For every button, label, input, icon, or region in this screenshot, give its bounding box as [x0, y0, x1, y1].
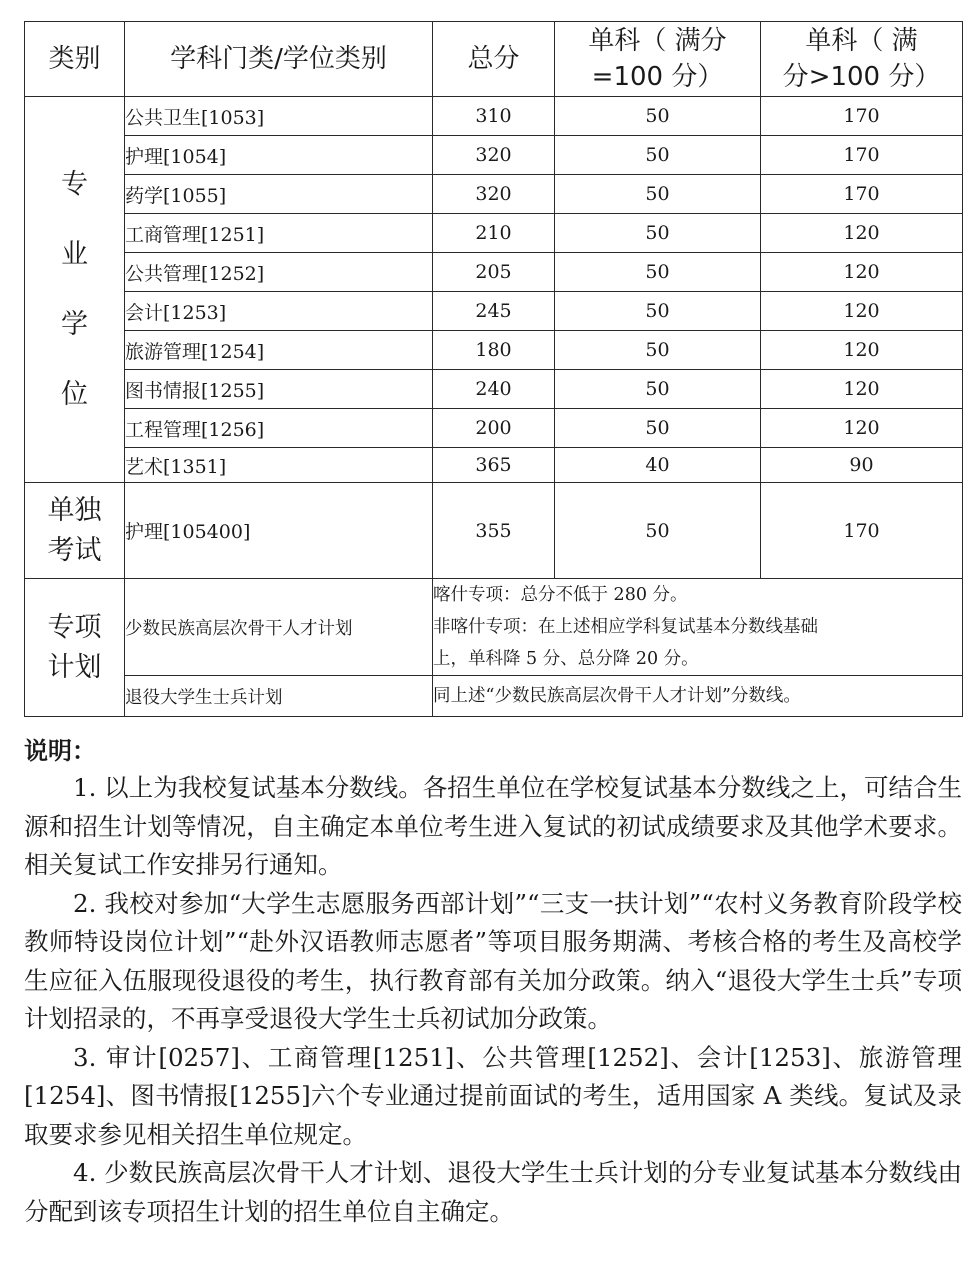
row-single-100: 50 [555, 409, 761, 448]
row-name: 药学[1055] [125, 175, 433, 214]
row-total: 365 [433, 448, 555, 483]
desc-line: 上，单科降 5 分、总分降 20 分。 [433, 649, 699, 669]
row-total: 180 [433, 331, 555, 370]
header-discipline: 学科门类/学位类别 [125, 22, 433, 97]
row-single-over: 170 [761, 175, 963, 214]
category-char: 位 [61, 378, 88, 410]
category-char: 专 [61, 168, 88, 200]
row-name: 工商管理[1251] [125, 214, 433, 253]
table-row [25, 483, 963, 579]
header-single-100 [555, 22, 761, 97]
row-single-100: 50 [555, 253, 761, 292]
table-row [25, 214, 963, 253]
header-single-100-line2: =100 分） [591, 62, 724, 92]
notes-heading: 说明： [24, 737, 96, 765]
desc-line: 同上述“少数民族高层次骨干人才计划”分数线。 [433, 686, 801, 706]
row-single-over: 120 [761, 331, 963, 370]
table-row [25, 292, 963, 331]
row-single-100: 40 [555, 448, 761, 483]
row-single-100: 50 [555, 370, 761, 409]
row-single-over: 170 [761, 483, 963, 579]
row-single-100: 50 [555, 97, 761, 136]
row-single-100: 50 [555, 136, 761, 175]
row-name: 艺术[1351] [125, 448, 433, 483]
row-total: 200 [433, 409, 555, 448]
row-single-100: 50 [555, 214, 761, 253]
row-name: 工程管理[1256] [125, 409, 433, 448]
special-plan-name: 退役大学生士兵计划 [125, 676, 433, 717]
note-item: 4. 少数民族高层次骨干人才计划、退役大学生士兵计划的分专业复试基本分数线由分配到该专项招生计划的招生单位自主确定。 [24, 1158, 962, 1226]
row-single-over: 120 [761, 409, 963, 448]
table-row [25, 175, 963, 214]
row-total: 310 [433, 97, 555, 136]
category-professional [25, 97, 125, 483]
table-row [25, 579, 963, 676]
desc-line: 喀什专项：总分不低于 280 分。 [433, 585, 688, 605]
row-name: 公共卫生[1053] [125, 97, 433, 136]
header-single-over-line1: 单科（ 满 [805, 26, 918, 56]
category-line: 考试 [47, 534, 102, 566]
row-total: 210 [433, 214, 555, 253]
row-name: 图书情报[1255] [125, 370, 433, 409]
row-single-over: 120 [761, 370, 963, 409]
row-name: 护理[105400] [125, 483, 433, 579]
category-char: 学 [61, 308, 88, 340]
row-name: 旅游管理[1254] [125, 331, 433, 370]
category-special [25, 579, 125, 717]
table-row [25, 136, 963, 175]
row-single-100: 50 [555, 175, 761, 214]
row-total: 320 [433, 175, 555, 214]
notes-section [24, 733, 962, 1231]
category-line: 单独 [47, 494, 102, 526]
table-row [25, 370, 963, 409]
note-item: 3. 审计[0257]、工商管理[1251]、公共管理[1252]、会计[1253]、旅游管理[1254]、图书情报[1255]六个专业通过提前面试的考生，适用国家 A 类线。复试及录取要求参见相关招生单位规定。 [24, 1042, 962, 1149]
row-total: 205 [433, 253, 555, 292]
note-item: 1. 以上为我校复试基本分数线。各招生单位在学校复试基本分数线之上，可结合生源和招生计划等情况，自主确定本单位考生进入复试的初试成绩要求及其他学术要求。相关复试工作安排另行通知。 [24, 773, 962, 879]
row-single-100: 50 [555, 292, 761, 331]
table-row [25, 676, 963, 717]
header-single-100-line1: 单科（ 满分 [588, 26, 727, 56]
row-name: 公共管理[1252] [125, 253, 433, 292]
row-name: 护理[1054] [125, 136, 433, 175]
row-single-over: 170 [761, 97, 963, 136]
category-line: 专项 [47, 611, 102, 643]
row-single-over: 120 [761, 253, 963, 292]
row-single-over: 90 [761, 448, 963, 483]
header-row [25, 22, 963, 97]
header-single-over-100 [761, 22, 963, 97]
category-independent [25, 483, 125, 579]
table-row [25, 97, 963, 136]
row-single-over: 170 [761, 136, 963, 175]
row-single-over: 120 [761, 292, 963, 331]
row-total: 355 [433, 483, 555, 579]
table-row [25, 331, 963, 370]
row-single-over: 120 [761, 214, 963, 253]
note-item: 2. 我校对参加“大学生志愿服务西部计划”“三支一扶计划”“农村义务教育阶段学校教师特设岗位计划”“赴外汉语教师志愿者”等项目服务期满、考核合格的考生及高校学生应征入伍服现役退役的考生，执行教育部有关加分政策。纳入“退役大学生士兵”专项计划招录的，不再享受退役大学生士兵初试加分政策。 [24, 888, 962, 1033]
row-single-100: 50 [555, 331, 761, 370]
table-row [25, 253, 963, 292]
header-category: 类别 [25, 22, 125, 97]
row-total: 245 [433, 292, 555, 331]
table-row [25, 409, 963, 448]
table-row [25, 448, 963, 483]
row-total: 240 [433, 370, 555, 409]
special-plan-name: 少数民族高层次骨干人才计划 [125, 579, 433, 676]
row-single-100: 50 [555, 483, 761, 579]
header-total: 总分 [433, 22, 555, 97]
category-line: 计划 [47, 651, 102, 683]
row-total: 320 [433, 136, 555, 175]
header-single-over-line2: 分>100 分） [782, 62, 941, 92]
category-char: 业 [61, 238, 88, 270]
desc-line: 非喀什专项：在上述相应学科复试基本分数线基础 [433, 617, 818, 637]
special-plan-desc [433, 676, 963, 717]
score-table [24, 21, 963, 717]
special-plan-desc [433, 579, 963, 676]
row-name: 会计[1253] [125, 292, 433, 331]
